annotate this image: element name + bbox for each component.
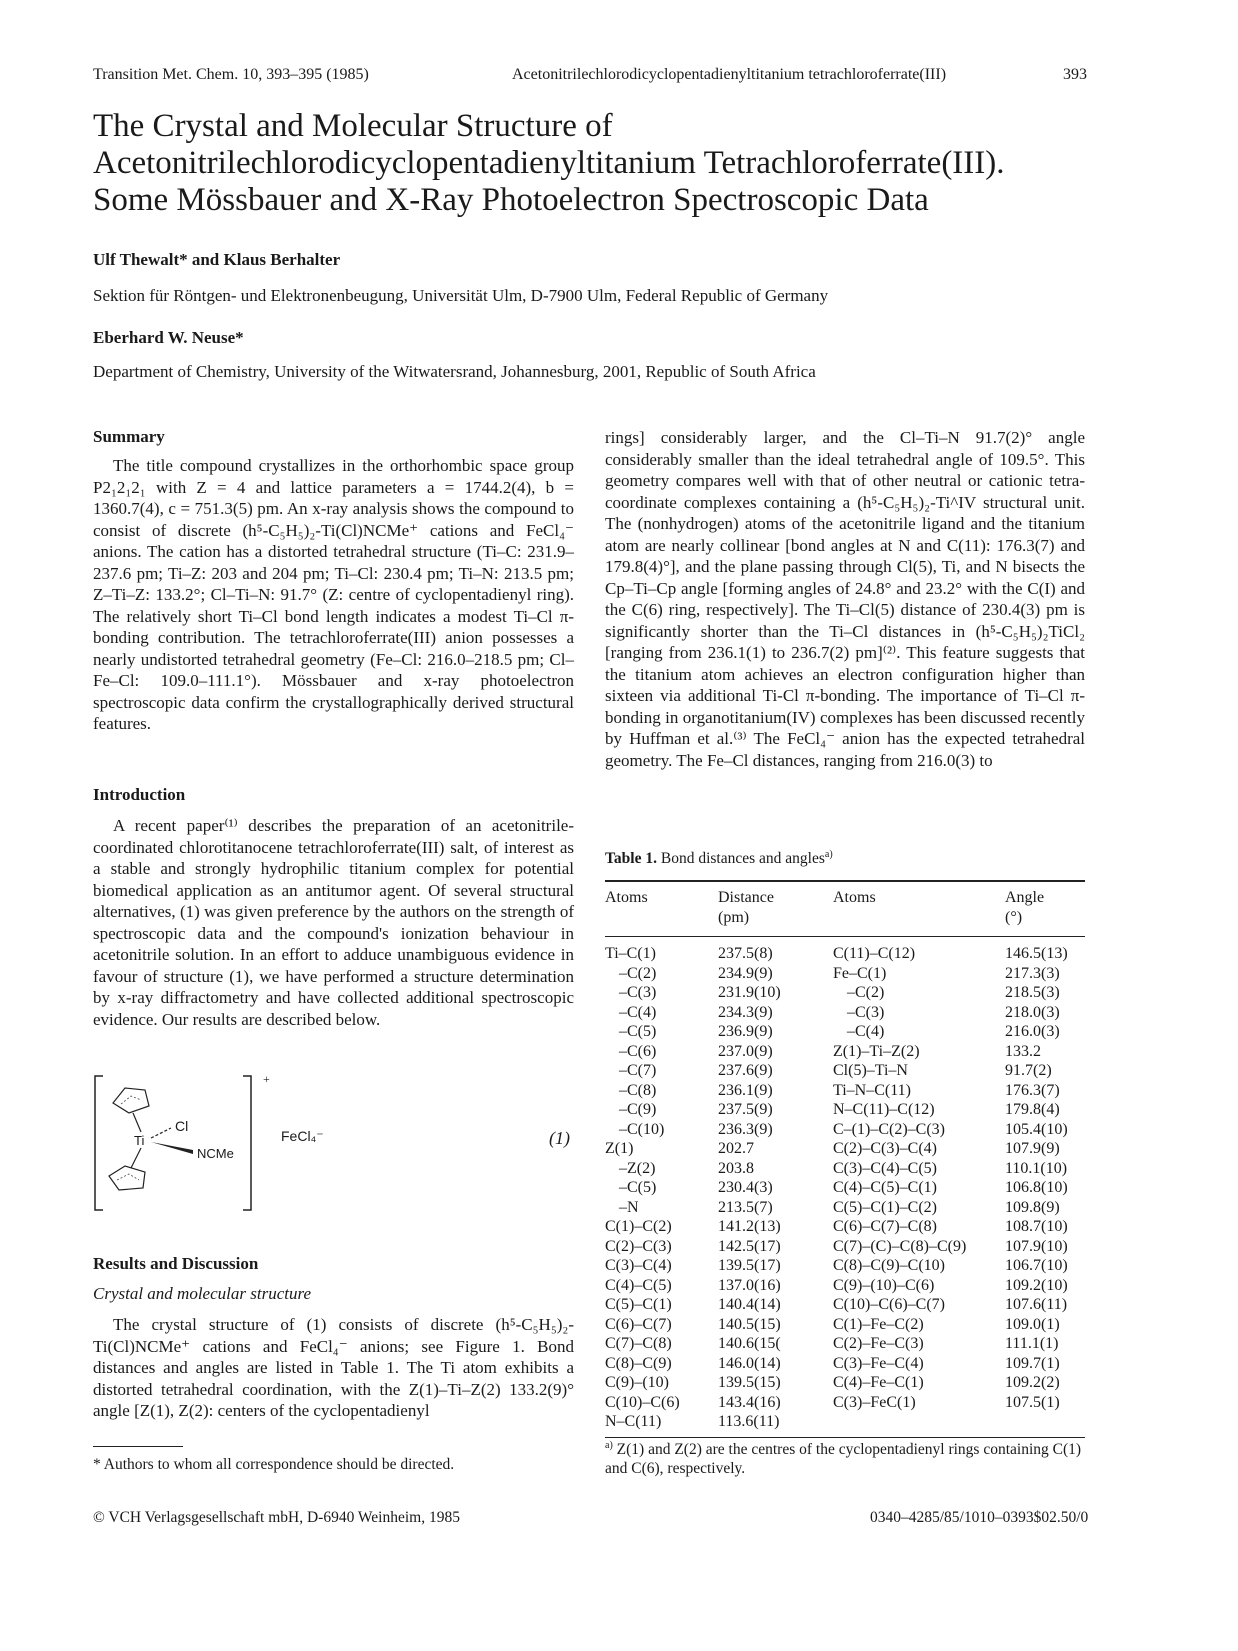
correspondence-note: * Authors to whom all correspondence should be directed. bbox=[93, 1456, 455, 1473]
atoms-cell: C(11)–C(12) bbox=[833, 945, 916, 962]
affiliation-1: Sektion für Röntgen- und Elektronenbeugung, Universität Ulm, D-7900 Ulm, Federal Republic of Germany bbox=[93, 286, 829, 305]
angle-cell: 218.5(3) bbox=[1005, 984, 1060, 1001]
table-row bbox=[605, 1256, 1085, 1276]
summary-paragraph: The title compound crystallizes in the orthorhombic space group P2₁2₁2₁ with Z = 4 and lattice parameters a = 1744.2(4), b = 1360.7(4), c = 751.3(5) pm. An x-ray analysis shows the compound to consist of discrete (h⁵-C₅H₅)₂-Ti(Cl)NCMe⁺ cations and FeCl₄⁻ anions. The cation has a distorted tetrahedral structure (Ti–C: 231.9–237.6 pm; Ti–Z: 203 and 204 pm; Ti–Cl: 230.4 pm; Ti–N: 213.5 pm; Z–Ti–Z: 133.2°; Cl–Ti–N: 91.7° (Z: centre of cyclopentadienyl ring). The relatively short Ti–Cl bond length indicates a modest Ti–Cl π-bonding contribution. The tetrachloroferrate(III) anion possesses a nearly undistorted tetrahedral geometry (Fe–Cl: 216.0–218.5 pm; Cl–Fe–Cl: 109.0–111.1°). Mössbauer and x-ray photoelectron spectroscopic data confirm the crystallographically derived structural features. bbox=[93, 456, 574, 733]
results-subheading: Crystal and molecular structure bbox=[93, 1284, 311, 1303]
footnote-rule bbox=[93, 1446, 183, 1447]
atoms-cell: –C(8) bbox=[619, 1081, 657, 1099]
ti-label: Ti bbox=[134, 1133, 145, 1148]
distance-cell: 230.4(3) bbox=[718, 1179, 773, 1196]
angle-cell: 105.4(10) bbox=[1005, 1120, 1068, 1138]
angle-cell: 106.8(10) bbox=[1005, 1179, 1068, 1196]
cation-charge: + bbox=[263, 1072, 270, 1086]
summary-text bbox=[93, 455, 574, 735]
angle-cell: 91.7(2) bbox=[1005, 1062, 1052, 1079]
table-footnote bbox=[605, 1440, 1085, 1478]
angle-cell: 109.2(10) bbox=[1005, 1276, 1068, 1294]
table-footnote-text: Z(1) and Z(2) are the centres of the cyclopentadienyl rings containing C(1) and C(6), respectively. bbox=[605, 1441, 1082, 1477]
author-group-1: Ulf Thewalt* and Klaus Berhalter bbox=[93, 250, 341, 269]
angle-cell: 111.1(1) bbox=[1005, 1335, 1059, 1352]
table-row bbox=[605, 1354, 1085, 1374]
table-row bbox=[605, 1139, 1085, 1159]
table-caption bbox=[605, 850, 833, 868]
atoms-cell: –Z(2) bbox=[619, 1159, 656, 1177]
table-row bbox=[605, 1003, 1085, 1023]
distance-cell: 140.4(14) bbox=[718, 1296, 781, 1313]
distance-cell: 140.5(15) bbox=[718, 1315, 781, 1333]
atoms-cell: C(10)–C(6)–C(7) bbox=[833, 1296, 945, 1313]
distance-cell: 237.0(9) bbox=[718, 1042, 773, 1060]
angle-cell: 133.2 bbox=[1005, 1042, 1041, 1060]
distance-cell: 231.9(10) bbox=[718, 984, 781, 1001]
introduction-heading: Introduction bbox=[93, 785, 186, 804]
angle-cell: 109.0(1) bbox=[1005, 1315, 1060, 1333]
article-code: 0340–4285/85/1010–0393$02.50/0 bbox=[870, 1509, 1089, 1526]
atoms-cell: C(2)–Fe–C(3) bbox=[833, 1335, 924, 1352]
col-header-atoms-2: Atoms bbox=[833, 889, 876, 906]
table-row bbox=[605, 1295, 1085, 1315]
atoms-cell: C(3)–FeC(1) bbox=[833, 1393, 916, 1411]
angle-cell: 106.7(10) bbox=[1005, 1257, 1068, 1274]
angle-cell: 107.5(1) bbox=[1005, 1393, 1060, 1411]
angle-cell: 109.2(2) bbox=[1005, 1374, 1060, 1391]
atoms-cell: N–C(11) bbox=[605, 1413, 662, 1430]
atoms-cell: C(2)–C(3) bbox=[605, 1237, 672, 1255]
table-footnote-mark: a) bbox=[605, 1439, 613, 1451]
atoms-cell: C–(1)–C(2)–C(3) bbox=[833, 1120, 945, 1138]
distance-cell: 143.4(16) bbox=[718, 1393, 781, 1411]
atoms-cell: –N bbox=[619, 1198, 639, 1216]
col-header-distance: Distance bbox=[718, 889, 774, 906]
distance-cell: 141.2(13) bbox=[718, 1218, 781, 1235]
col-header-distance-unit: (pm) bbox=[718, 908, 750, 926]
distance-cell: 234.9(9) bbox=[718, 964, 773, 982]
angle-cell: 109.7(1) bbox=[1005, 1354, 1060, 1372]
table-bottom-rule bbox=[605, 1437, 1085, 1438]
cyclopentadienyl-ring-top bbox=[113, 1088, 149, 1113]
introduction-paragraph: A recent paper⁽¹⁾ describes the preparation of an acetonitrile-coordinated chlorotitanocene tetrachloroferrate(III) salt, of interest as a stable and strongly hydrophilic titanium complex for potential biomedical application as an antitumor agent. Of several structural alternatives, (1) was given preference by the authors on the strength of spectroscopic data and the compound's ionization behaviour in acetonitrile solution. In an effort to adduce unambiguous evidence in favour of structure (1), we have performed a structure determination by x-ray diffractometry and have collected additional spectroscopic evidence. Our results are described below. bbox=[93, 816, 574, 1029]
title-line-2: Acetonitrilechlorodicyclopentadienyltitanium Tetrachloroferrate(III). bbox=[93, 145, 1005, 181]
introduction-text bbox=[93, 815, 574, 1030]
table-row bbox=[605, 1081, 1085, 1101]
angle-cell: 107.9(10) bbox=[1005, 1237, 1068, 1255]
distance-cell: 113.6(11) bbox=[718, 1413, 780, 1430]
distance-cell: 202.7 bbox=[718, 1140, 754, 1157]
right-column-text bbox=[605, 427, 1085, 771]
anion-label: FeCl₄⁻ bbox=[281, 1128, 324, 1144]
atoms-cell: C(7)–(C)–C(8)–C(9) bbox=[833, 1237, 967, 1255]
col-header-angle: Angle bbox=[1005, 889, 1045, 906]
compound-number: (1) bbox=[549, 1128, 570, 1148]
distance-cell: 237.5(8) bbox=[718, 945, 773, 962]
distance-cell: 139.5(15) bbox=[718, 1374, 781, 1391]
table-row bbox=[605, 1412, 1085, 1432]
atoms-cell: Ti–N–C(11) bbox=[833, 1081, 911, 1099]
atoms-cell: –C(4) bbox=[847, 1023, 885, 1040]
table-row bbox=[605, 1042, 1085, 1062]
distance-cell: 236.3(9) bbox=[718, 1120, 773, 1138]
bond-table-header bbox=[605, 888, 1085, 927]
distance-cell: 237.5(9) bbox=[718, 1101, 773, 1118]
table-row bbox=[605, 1178, 1085, 1198]
distance-cell: 137.0(16) bbox=[718, 1276, 781, 1294]
distance-cell: 146.0(14) bbox=[718, 1354, 781, 1372]
distance-cell: 236.9(9) bbox=[718, 1023, 773, 1040]
article-title bbox=[93, 108, 1153, 219]
atoms-cell: –C(7) bbox=[619, 1062, 657, 1079]
angle-cell: 107.9(9) bbox=[1005, 1140, 1060, 1157]
angle-cell: 107.6(11) bbox=[1005, 1296, 1068, 1313]
table-row bbox=[605, 1022, 1085, 1042]
distance-cell: 203.8 bbox=[718, 1159, 754, 1177]
table-row bbox=[605, 1061, 1085, 1081]
structure-drawing bbox=[93, 1068, 574, 1218]
right-column-paragraph: rings] considerably larger, and the Cl–Ti–N 91.7(2)° angle considerably smaller than the ideal tetrahedral angle of 109.5°. This geometry compares well with that of other neutral or cationic tetra-coordinate complexes containing a (h⁵-C₅H₅)₂-Ti^IV structural unit. The (nonhydrogen) atoms of the acetonitrile ligand and the titanium atom are nearly collinear [bond angles at N and C(11): 176.3(7) and 179.8(4)°], and the plane passing through Cl(5), Ti, and N bisects the Cp–Ti–Cp angle [forming angles of 24.8° and 23.2° with the C(I) and the C(6) ring, respectively]. The Ti–Cl(5) distance of 230.4(3) pm is significantly shorter than the Ti–Cl distances in (h⁵-C₅H₅)₂TiCl₂ [ranging from 236.1(1) to 236.7(2) pm]⁽²⁾. This feature suggests that the titanium atom achieves an electron configuration higher than sixteen via additional Ti-Cl π-bonding. The importance of Ti–Cl π-bonding in organotitanium(IV) complexes has been discussed recently by Huffman et al.⁽³⁾ The FeCl₄⁻ anion has the expected tetrahedral geometry. The Fe–Cl distances, ranging from 216.0(3) to bbox=[605, 428, 1085, 770]
atoms-cell: –C(10) bbox=[619, 1120, 665, 1138]
affiliation-2: Department of Chemistry, University of the Witwatersrand, Johannesburg, 2001, Republic of South Africa bbox=[93, 362, 816, 381]
atoms-cell: C(9)–(10) bbox=[605, 1374, 669, 1391]
atoms-cell: N–C(11)–C(12) bbox=[833, 1101, 935, 1118]
atoms-cell: –C(9) bbox=[619, 1101, 657, 1118]
atoms-cell: –C(4) bbox=[619, 1003, 657, 1021]
distance-cell: 139.5(17) bbox=[718, 1257, 781, 1274]
publisher-line: © VCH Verlagsgesellschaft mbH, D-6940 Weinheim, 1985 bbox=[93, 1509, 460, 1526]
distance-cell: 140.6(15( bbox=[718, 1335, 781, 1352]
table-top-rule bbox=[605, 880, 1085, 882]
atoms-cell: C(10)–C(6) bbox=[605, 1393, 680, 1411]
atoms-cell: C(4)–C(5) bbox=[605, 1276, 672, 1294]
angle-cell: 109.8(9) bbox=[1005, 1198, 1060, 1216]
title-line-3: Some Mössbauer and X-Ray Photoelectron Spectroscopic Data bbox=[93, 182, 929, 218]
results-paragraph: The crystal structure of (1) consists of discrete (h⁵-C₅H₅)₂-Ti(Cl)NCMe⁺ cations and FeCl₄⁻ anions; see Figure 1. Bond distances and angles are listed in Table 1. The Ti atom exhibits a distorted tetrahedral coordination, with the Z(1)–Ti–Z(2) 133.2(9)° angle [Z(1), Z(2): centers of the cyclopentadienyl bbox=[93, 1315, 574, 1420]
table-row bbox=[605, 944, 1085, 964]
summary-heading: Summary bbox=[93, 427, 165, 446]
table-row bbox=[605, 964, 1085, 984]
distance-cell: 213.5(7) bbox=[718, 1198, 773, 1216]
atoms-cell: C(5)–C(1)–C(2) bbox=[833, 1198, 937, 1216]
ncme-label: NCMe bbox=[197, 1146, 234, 1161]
atoms-cell: –C(2) bbox=[619, 964, 657, 982]
atoms-cell bbox=[833, 1412, 1005, 1432]
atoms-cell: Z(1) bbox=[605, 1140, 634, 1157]
angle-cell: 110.1(10) bbox=[1005, 1159, 1068, 1177]
table-row bbox=[605, 1315, 1085, 1335]
angle-cell: 108.7(10) bbox=[1005, 1218, 1068, 1235]
atoms-cell: C(6)–C(7) bbox=[605, 1315, 672, 1333]
atoms-cell: Cl(5)–Ti–N bbox=[833, 1062, 908, 1079]
atoms-cell: C(3)–C(4)–C(5) bbox=[833, 1159, 937, 1177]
atoms-cell: Fe–C(1) bbox=[833, 964, 887, 982]
atoms-cell: C(1)–Fe–C(2) bbox=[833, 1315, 924, 1333]
atoms-cell: –C(6) bbox=[619, 1042, 657, 1060]
table-row bbox=[605, 1198, 1085, 1218]
bond-table bbox=[605, 944, 1085, 1432]
atoms-cell: C(4)–C(5)–C(1) bbox=[833, 1179, 937, 1196]
table-row bbox=[605, 1393, 1085, 1413]
table-caption-note: a) bbox=[824, 848, 833, 860]
angle-cell: 217.3(3) bbox=[1005, 964, 1060, 982]
atoms-cell: C(6)–C(7)–C(8) bbox=[833, 1218, 937, 1235]
table-row bbox=[605, 1100, 1085, 1120]
journal-citation: Transition Met. Chem. 10, 393–395 (1985) bbox=[93, 66, 369, 83]
atoms-cell: –C(2) bbox=[847, 984, 885, 1001]
atoms-cell: –C(3) bbox=[619, 984, 657, 1001]
atoms-cell: C(3)–C(4) bbox=[605, 1257, 672, 1274]
atoms-cell: –C(5) bbox=[619, 1023, 657, 1040]
table-header-rule bbox=[605, 936, 1085, 937]
distance-cell: 236.1(9) bbox=[718, 1081, 773, 1099]
angle-cell: 146.5(13) bbox=[1005, 945, 1068, 962]
table-row bbox=[605, 1373, 1085, 1393]
col-header-atoms-1: Atoms bbox=[605, 889, 648, 906]
table-row bbox=[605, 983, 1085, 1003]
angle-cell: 176.3(7) bbox=[1005, 1081, 1060, 1099]
results-heading: Results and Discussion bbox=[93, 1254, 259, 1273]
table-row bbox=[605, 1217, 1085, 1237]
angle-cell bbox=[1005, 1412, 1085, 1432]
cyclopentadienyl-ring-bottom bbox=[109, 1166, 145, 1190]
atoms-cell: Z(1)–Ti–Z(2) bbox=[833, 1042, 920, 1060]
angle-cell: 179.8(4) bbox=[1005, 1101, 1060, 1118]
table-row bbox=[605, 1276, 1085, 1296]
distance-cell: 234.3(9) bbox=[718, 1003, 773, 1021]
atoms-cell: C(5)–C(1) bbox=[605, 1296, 672, 1313]
atoms-cell: C(9)–(10)–C(6) bbox=[833, 1276, 935, 1294]
author-group-2: Eberhard W. Neuse* bbox=[93, 328, 244, 347]
table-caption-text: Bond distances and angles bbox=[660, 850, 825, 867]
table-caption-label: Table 1. bbox=[605, 850, 657, 867]
title-line-1: The Crystal and Molecular Structure of bbox=[93, 108, 613, 144]
atoms-cell: C(7)–C(8) bbox=[605, 1335, 672, 1352]
col-header-angle-unit: (°) bbox=[1005, 908, 1023, 926]
atoms-cell: C(1)–C(2) bbox=[605, 1218, 672, 1235]
atoms-cell: C(8)–C(9)–C(10) bbox=[833, 1257, 945, 1274]
distance-cell: 142.5(17) bbox=[718, 1237, 781, 1255]
table-row bbox=[605, 1159, 1085, 1179]
atoms-cell: –C(5) bbox=[619, 1179, 657, 1196]
table-row bbox=[605, 1237, 1085, 1257]
atoms-cell: –C(3) bbox=[847, 1003, 885, 1021]
results-text bbox=[93, 1314, 574, 1422]
structure-figure bbox=[93, 1068, 574, 1218]
cl-label: Cl bbox=[175, 1118, 189, 1134]
atoms-cell: Ti–C(1) bbox=[605, 945, 656, 962]
page-number: 393 bbox=[1063, 66, 1087, 83]
distance-cell: 237.6(9) bbox=[718, 1062, 773, 1079]
atoms-cell: C(3)–Fe–C(4) bbox=[833, 1354, 924, 1372]
atoms-cell: C(8)–C(9) bbox=[605, 1354, 672, 1372]
table-row bbox=[605, 1334, 1085, 1354]
atoms-cell: C(4)–Fe–C(1) bbox=[833, 1374, 924, 1391]
angle-cell: 218.0(3) bbox=[1005, 1003, 1060, 1021]
table-row bbox=[605, 1120, 1085, 1140]
running-title: Acetonitrilechlorodicyclopentadienyltitanium tetrachloroferrate(III) bbox=[512, 66, 947, 83]
atoms-cell: C(2)–C(3)–C(4) bbox=[833, 1140, 937, 1157]
angle-cell: 216.0(3) bbox=[1005, 1023, 1060, 1040]
